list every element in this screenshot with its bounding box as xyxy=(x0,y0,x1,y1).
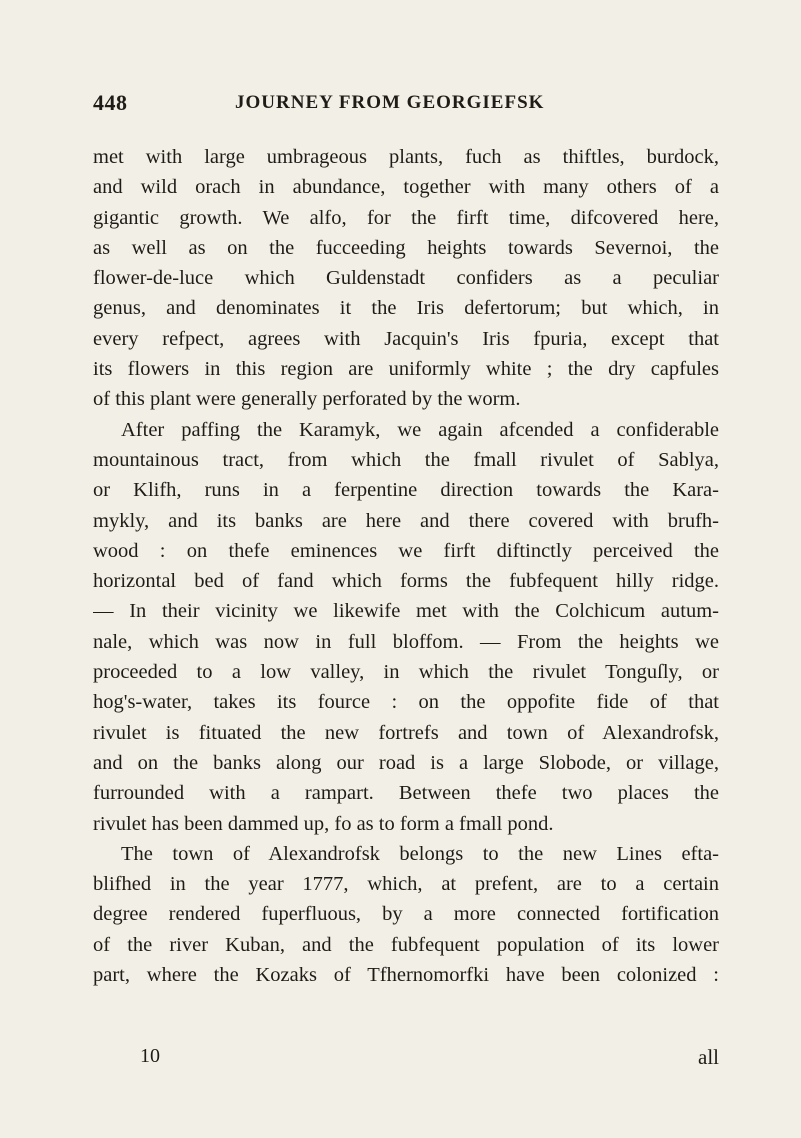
text-line: wood : on thefe eminences we firft diftinctly perceived the xyxy=(93,539,719,562)
text-line: part, where the Kozaks of Tfhernomorfki have been colonized : xyxy=(93,964,719,987)
text-line: every refpect, agrees with Jacquin's Iris fpuria, except that xyxy=(93,327,719,350)
text-line: as well as on the fucceeding heights towards Severnoi, the xyxy=(93,236,719,259)
text-line: or Klifh, runs in a ferpentine direction towards the Kara- xyxy=(93,479,719,502)
text-line: mountainous tract, from which the fmall rivulet of Sablya, xyxy=(93,448,719,471)
text-line: — In their vicinity we likewife met with the Colchicum autum- xyxy=(93,600,719,623)
page-number: 448 xyxy=(93,90,128,115)
signature-mark: 10 xyxy=(140,1045,160,1067)
text-line: flower-de-luce which Guldenstadt confiders as a peculiar xyxy=(93,267,719,290)
text-line: proceeded to a low valley, in which the rivulet Tonguſly, or xyxy=(93,661,719,684)
text-line: mykly, and its banks are here and there covered with brufh- xyxy=(93,509,719,532)
text-line: furrounded with a rampart. Between thefe two places the xyxy=(93,782,719,805)
text-line: The town of Alexandrofsk belongs to the new Lines efta- xyxy=(121,842,719,865)
text-line: After paffing the Karamyk, we again afcended a confiderable xyxy=(121,418,719,441)
running-head: JOURNEY FROM GEORGIEFSK xyxy=(235,92,545,113)
page-footer xyxy=(93,1045,719,1075)
text-line: met with large umbrageous plants, fuch as thiftles, burdock, xyxy=(93,146,719,168)
text-line: rivulet is fituated the new fortrefs and town of Alexandrofsk, xyxy=(93,721,719,744)
text-line: nale, which was now in full bloffom. — From the heights we xyxy=(93,630,719,653)
body-text xyxy=(93,142,719,990)
text-line: and on the banks along our road is a large Slobode, or village, xyxy=(93,751,719,774)
text-line: horizontal bed of fand which forms the fubfequent hilly ridge. xyxy=(93,570,719,593)
text-line: gigantic growth. We alfo, for the firft time, difcovered here, xyxy=(93,206,719,229)
text-line: and wild orach in abundance, together with many others of a xyxy=(93,176,719,199)
text-line: of this plant were generally perforated by the worm. xyxy=(93,388,521,411)
text-line: its flowers in this region are uniformly white ; the dry capfules xyxy=(93,358,719,381)
text-line: hog's-water, takes its fource : on the oppofite fide of that xyxy=(93,691,719,714)
text-line: degree rendered fuperfluous, by a more connected fortification xyxy=(93,903,719,926)
text-line: genus, and denominates it the Iris defertorum; but which, in xyxy=(93,297,719,320)
text-line: of the river Kuban, and the fubfequent population of its lower xyxy=(93,933,719,956)
text-line: rivulet has been dammed up, fo as to form a fmall pond. xyxy=(93,812,554,835)
catchword: all xyxy=(698,1045,719,1069)
page-header xyxy=(93,90,718,120)
text-line: blifhed in the year 1777, which, at prefent, are to a certain xyxy=(93,873,719,896)
